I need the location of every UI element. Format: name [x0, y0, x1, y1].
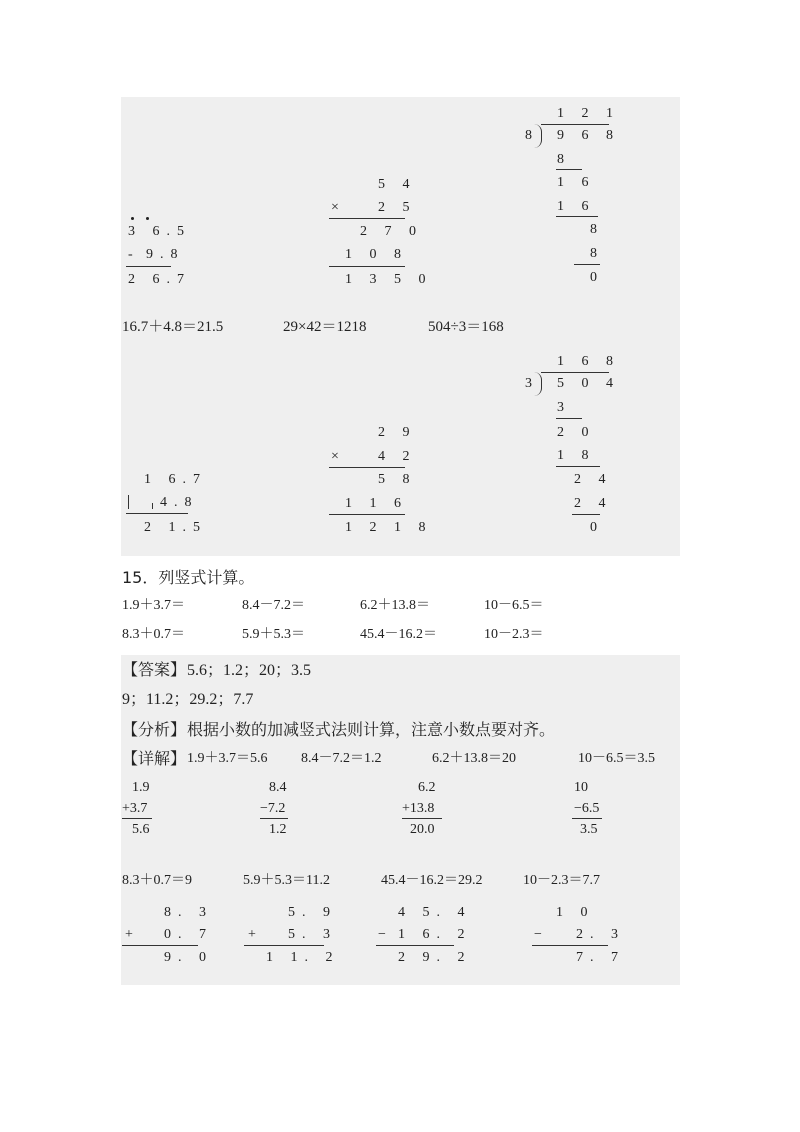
detail-equation: 10－2.3＝7.7: [523, 873, 600, 888]
rule: [541, 124, 609, 125]
rule: [260, 818, 288, 819]
problem: 1.9＋3.7＝: [122, 598, 185, 613]
detail-equation: 45.4－16.2＝29.2: [381, 873, 483, 888]
addend: 4.8: [160, 495, 199, 510]
answer-line-2: 9；11.2；29.2；7.7: [122, 691, 254, 708]
rule: [329, 467, 405, 468]
plus-sign-fragment: [128, 495, 129, 509]
plus-sign-fragment: [152, 503, 153, 509]
rule: [572, 818, 602, 819]
rule: [541, 372, 609, 373]
step: 8: [590, 222, 597, 237]
dividend: 5 0 4: [557, 376, 620, 391]
result: 3.5: [580, 822, 598, 837]
detail-tag: 【详解】: [122, 749, 187, 768]
divisor: 8: [525, 128, 532, 143]
detail-equation: 8.4－7.2＝1.2: [301, 751, 382, 766]
equation: 504÷3＝168: [428, 319, 504, 335]
step: 1 6: [557, 175, 596, 190]
dividend: 9 6 8: [557, 128, 620, 143]
detail-equation: 1.9＋3.7＝5.6: [187, 751, 268, 766]
problem: 8.4－7.2＝: [242, 598, 305, 613]
multiplicand: 5 4: [378, 177, 417, 192]
remainder: 0: [590, 520, 597, 535]
rule: [329, 514, 405, 515]
rule: [126, 513, 188, 514]
carry-dot: [146, 217, 149, 220]
rule: [126, 266, 171, 267]
problem: 10－2.3＝: [484, 627, 544, 642]
operand: 1.9: [132, 780, 150, 795]
rule: [329, 266, 405, 267]
step: 1 6: [557, 199, 596, 214]
operator: ×: [331, 449, 339, 464]
difference: 2 6.7: [128, 272, 191, 287]
operator: −: [534, 927, 542, 942]
multiplier: 2 5: [378, 200, 417, 215]
problem: 10－6.5＝: [484, 598, 544, 613]
rule: [532, 945, 608, 946]
step: 8: [557, 152, 564, 167]
detail-equation: 5.9＋5.3＝11.2: [243, 873, 330, 888]
partial-product-2: 1 0 8: [345, 247, 408, 262]
operand: 2. 3: [576, 927, 625, 942]
partial-product-2: 1 1 6: [345, 496, 408, 511]
sum: 2 1.5: [144, 520, 207, 535]
rule: [556, 169, 582, 170]
operand: 4 5. 4: [398, 905, 472, 920]
carry-dot: [131, 217, 134, 220]
answer-tag: 【答案】: [122, 660, 187, 679]
division-bracket: [533, 124, 542, 148]
product: 1 2 1 8: [345, 520, 433, 535]
remainder: 0: [590, 270, 597, 285]
rule: [556, 216, 598, 217]
step: 2 4: [574, 496, 613, 511]
rule: [572, 514, 600, 515]
rule: [122, 818, 152, 819]
analysis-tag: 【分析】: [122, 720, 187, 739]
operand: 10: [574, 780, 588, 795]
detail-equation: 10－6.5＝3.5: [578, 751, 655, 766]
partial-product-1: 2 7 0: [360, 224, 423, 239]
partial-product-1: 5 8: [378, 472, 417, 487]
rule: [329, 218, 405, 219]
equation: 16.7＋4.8＝21.5: [122, 319, 224, 335]
result: 9. 0: [164, 950, 213, 965]
operand: 5. 3: [288, 927, 337, 942]
operand: +3.7: [122, 801, 148, 816]
detail-equation: 6.2＋13.8＝20: [432, 751, 516, 766]
result: 1.2: [269, 822, 287, 837]
problem: 5.9＋5.3＝: [242, 627, 305, 642]
rule: [556, 418, 582, 419]
operand: 8.4: [269, 780, 287, 795]
step: 2 0: [557, 425, 596, 440]
analysis-text: 根据小数的加减竖式法则计算，注意小数点要对齐。: [187, 720, 556, 739]
result: 1 1. 2: [266, 950, 340, 965]
detail-equation: 8.3＋0.7＝9: [122, 873, 192, 888]
operand: 0. 7: [164, 927, 213, 942]
result: 5.6: [132, 822, 150, 837]
minuend: 3 6.5: [128, 224, 191, 239]
operand: −7.2: [260, 801, 286, 816]
step: 3: [557, 400, 564, 415]
operand: 6.2: [418, 780, 436, 795]
division-bracket: [533, 372, 542, 396]
question-title: 15．列竖式计算。: [122, 568, 255, 587]
result: 2 9. 2: [398, 950, 472, 965]
problem: 8.3＋0.7＝: [122, 627, 185, 642]
operand: 1 6. 2: [398, 927, 472, 942]
operator: -: [128, 247, 133, 262]
addend: 1 6.7: [144, 472, 207, 487]
multiplier: 4 2: [378, 449, 417, 464]
quotient: 1 6 8: [557, 354, 620, 369]
problem: 6.2＋13.8＝: [360, 598, 430, 613]
operand: 1 0: [556, 905, 595, 920]
operand: −6.5: [574, 801, 600, 816]
multiplicand: 2 9: [378, 425, 417, 440]
rule: [574, 264, 600, 265]
rule: [402, 818, 442, 819]
operator: +: [248, 927, 256, 942]
result: 20.0: [410, 822, 435, 837]
rule: [376, 945, 454, 946]
operand: +13.8: [402, 801, 435, 816]
rule: [122, 945, 198, 946]
operator: +: [125, 927, 133, 942]
product: 1 3 5 0: [345, 272, 433, 287]
operand: 5. 9: [288, 905, 337, 920]
step: 2 4: [574, 472, 613, 487]
operator: ×: [331, 200, 339, 215]
operator: −: [378, 927, 386, 942]
step: 8: [590, 246, 597, 261]
rule: [244, 945, 324, 946]
problem: 45.4－16.2＝: [360, 627, 437, 642]
step: 1 8: [557, 448, 596, 463]
subtrahend: 9.8: [146, 247, 185, 262]
result: 7. 7: [576, 950, 625, 965]
quotient: 1 2 1: [557, 106, 620, 121]
divisor: 3: [525, 376, 532, 391]
rule: [556, 466, 600, 467]
equation: 29×42＝1218: [283, 319, 367, 335]
answer-line-1: 5.6；1.2；20；3.5: [187, 662, 312, 679]
operand: 8. 3: [164, 905, 213, 920]
